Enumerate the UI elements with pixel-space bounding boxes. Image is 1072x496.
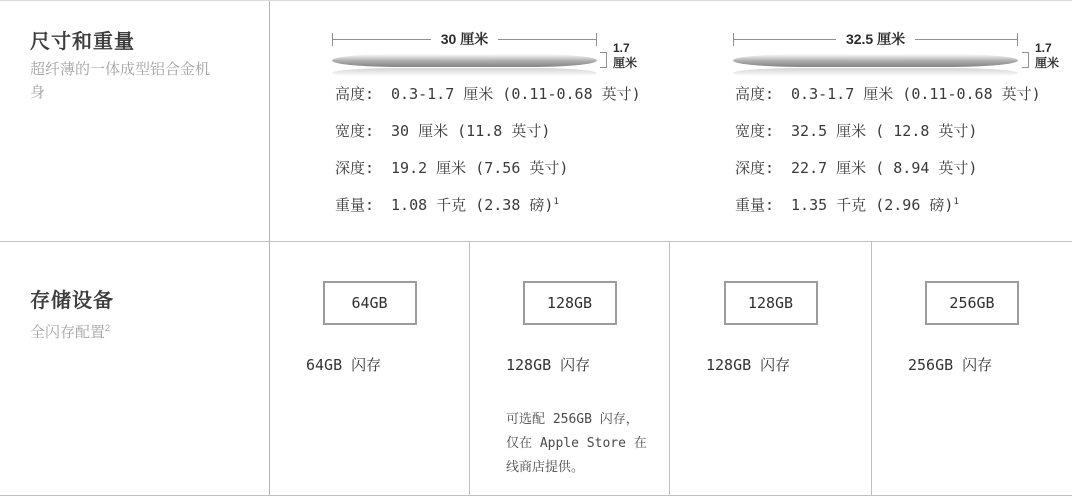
storage-option-label: 256GB 闪存 xyxy=(908,356,993,374)
note-line: 仅在 Apple Store 在 xyxy=(506,436,647,451)
storage-option-64gb xyxy=(270,242,470,495)
storage-subtitle-footnote: 2 xyxy=(105,323,111,333)
spec-label: 宽度: xyxy=(735,122,775,140)
thickness-bracket xyxy=(1022,52,1029,68)
storage-capacity-box: 64GB xyxy=(323,281,417,325)
spec-label: 重量: xyxy=(335,196,375,214)
spec-footnote: 1 xyxy=(553,197,559,207)
spec-row-width xyxy=(335,118,641,141)
storage-option-label: 128GB 闪存 xyxy=(506,356,591,374)
dimensions-sidebar xyxy=(0,1,270,241)
spec-row-height xyxy=(335,81,641,104)
width-dimension-line xyxy=(733,31,1018,47)
spec-row-depth xyxy=(735,155,1041,178)
model-large-panel xyxy=(670,1,1072,241)
dimensions-title: 尺寸和重量 xyxy=(30,31,135,53)
spec-footnote: 1 xyxy=(953,197,959,207)
laptop-side-view xyxy=(733,54,1018,67)
spec-value: 22.7 厘米 ( 8.94 英寸) xyxy=(791,159,978,177)
storage-sidebar xyxy=(0,242,270,495)
storage-subtitle-text: 全闪存配置 xyxy=(30,324,106,341)
width-dimension-label: 32.5 厘米 xyxy=(845,31,906,47)
spec-value: 0.3-1.7 厘米 (0.11-0.68 英寸) xyxy=(791,85,1041,103)
dimension-line-segment xyxy=(734,39,836,40)
spec-label: 高度: xyxy=(335,85,375,103)
thickness-unit: 厘米 xyxy=(613,56,638,70)
spec-label: 重量: xyxy=(735,196,775,214)
storage-subtitle xyxy=(30,317,222,344)
spec-label: 深度: xyxy=(735,159,775,177)
storage-capacity-box: 128GB xyxy=(523,281,617,325)
dimension-line-segment xyxy=(915,39,1017,40)
spec-row-width xyxy=(735,118,1041,141)
storage-option-128gb-b xyxy=(670,242,872,495)
spec-value: 32.5 厘米 ( 12.8 英寸) xyxy=(791,122,978,140)
dimensions-section xyxy=(0,1,1072,242)
storage-option-label: 128GB 闪存 xyxy=(706,356,791,374)
spec-label: 宽度: xyxy=(335,122,375,140)
spec-row-weight xyxy=(335,192,641,215)
note-line: 线商店提供。 xyxy=(506,460,585,475)
spec-label: 深度: xyxy=(335,159,375,177)
thickness-value: 1.7 xyxy=(613,41,630,55)
width-dimension-label: 30 厘米 xyxy=(440,31,489,47)
dimension-line-segment xyxy=(498,39,596,40)
spec-row-height xyxy=(735,81,1041,104)
dimension-tick-right xyxy=(1017,33,1018,46)
model-small-panel xyxy=(270,1,670,241)
laptop-reflection xyxy=(733,68,1018,78)
dimensions-subtitle xyxy=(30,58,222,104)
dimensions-subtitle-text: 超纤薄的一体成型铝合金机身 xyxy=(30,61,211,101)
dimension-line-segment xyxy=(333,39,431,40)
laptop-reflection xyxy=(332,68,597,78)
spec-value: 1.35 千克 (2.96 磅) xyxy=(791,196,954,214)
storage-option-256gb xyxy=(872,242,1072,495)
width-dimension-line xyxy=(332,31,597,47)
spec-label: 高度: xyxy=(735,85,775,103)
thickness-label xyxy=(1035,41,1059,71)
spec-row-depth xyxy=(335,155,641,178)
spec-list xyxy=(735,81,1041,229)
storage-option-label: 64GB 闪存 xyxy=(306,356,382,374)
spec-value: 1.08 千克 (2.38 磅) xyxy=(391,196,554,214)
storage-capacity-box: 256GB xyxy=(925,281,1019,325)
thickness-bracket xyxy=(600,52,607,68)
storage-option-note xyxy=(506,408,662,480)
thickness-label xyxy=(613,41,637,71)
spec-value: 19.2 厘米 (7.56 英寸) xyxy=(391,159,569,177)
laptop-lid-notch xyxy=(436,54,494,58)
note-line: 可选配 256GB 闪存， xyxy=(506,412,639,427)
storage-section xyxy=(0,242,1072,495)
thickness-unit: 厘米 xyxy=(1035,56,1060,70)
spec-list xyxy=(335,81,641,229)
thickness-value: 1.7 xyxy=(1035,41,1052,55)
laptop-lid-notch xyxy=(847,54,905,58)
storage-capacity-box: 128GB xyxy=(724,281,818,325)
spec-row-weight xyxy=(735,192,1041,215)
storage-option-128gb-a xyxy=(470,242,670,495)
laptop-side-view xyxy=(332,54,597,67)
spec-value: 0.3-1.7 厘米 (0.11-0.68 英寸) xyxy=(391,85,641,103)
storage-title: 存储设备 xyxy=(30,290,114,312)
spec-value: 30 厘米 (11.8 英寸) xyxy=(391,122,551,140)
dimension-tick-right xyxy=(596,33,597,46)
